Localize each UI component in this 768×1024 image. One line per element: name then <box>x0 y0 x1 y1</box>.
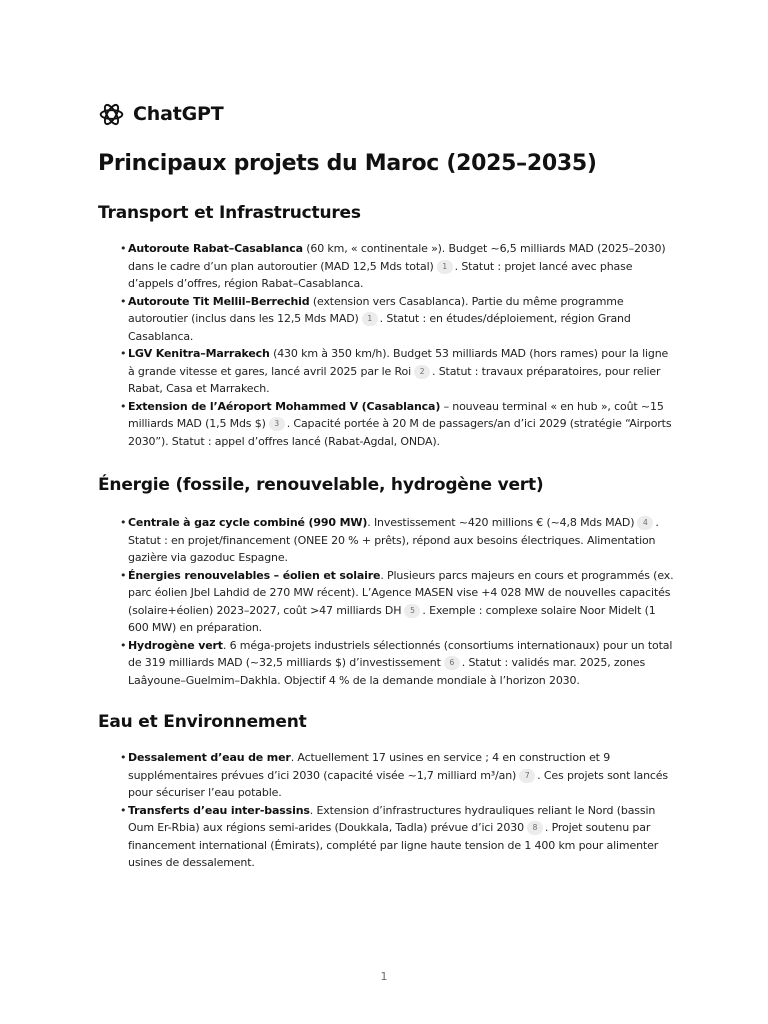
item-label: Centrale à gaz cycle combiné (990 MW) <box>128 516 368 529</box>
list-item <box>128 637 678 690</box>
citation-badge[interactable]: 1 <box>437 260 453 274</box>
item-text: . Plusieurs parcs majeurs en cours et programmés (ex. parc éolien Jbel Lahdid de 270 MW récent). L’Agence MASEN vise +4 028 MW de nouvelles capacités (solaire+éolien) 2023–2027, coût >47 milliards DH <box>128 568 674 617</box>
citation-badge[interactable]: 1 <box>362 312 378 326</box>
item-text: . Extension d’infrastructures hydrauliques reliant le Nord (bassin Oum Er-Rbia) aux régions semi-arides (Doukkala, Tadla) prévue d’ici 2030 <box>128 803 656 834</box>
section-heading-eau: Eau et Environnement <box>98 712 307 732</box>
item-text: . Ces projets sont lancés pour sécuriser l’eau potable. <box>128 768 669 799</box>
item-label: Transferts d’eau inter-bassins <box>128 803 310 817</box>
item-text: . Statut : validés mar. 2025, zones Laâyoune–Guelmim–Dakhla. Objectif 4 % de la demande mondiale à l’horizon 2030. <box>128 656 646 687</box>
item-text: . Actuellement 17 usines en service ; 4 en construction et 9 supplémentaires prévues d’ici 2030 (capacité visée ~1,7 milliard m³/an) <box>128 751 611 782</box>
item-label: LGV Kenitra–Marrakech <box>128 347 270 360</box>
item-label: Autoroute Rabat–Casablanca <box>128 242 303 255</box>
item-label: Hydrogène vert <box>128 638 223 652</box>
section-list-energie <box>98 514 678 689</box>
list-item <box>128 749 678 802</box>
list-item <box>128 567 678 637</box>
item-label: Énergies renouvelables – éolien et solaire <box>128 568 381 582</box>
item-text: . Projet soutenu par financement international (Émirats), complété par ligne haute tension de 1 400 km pour alimenter usines de dessalement. <box>128 821 659 869</box>
item-text: . Statut : projet lancé avec phase d’appels d’offres, région Rabat–Casablanca. <box>128 259 633 290</box>
item-text: – nouveau terminal « en hub », coût ~15 milliards MAD (1,5 Mds $) <box>128 399 664 430</box>
item-label: Dessalement d’eau de mer <box>128 751 291 764</box>
openai-logo-icon <box>98 101 125 128</box>
list-item <box>128 514 678 567</box>
list-item <box>128 398 678 451</box>
document-page <box>98 100 678 872</box>
brand-header <box>98 100 678 128</box>
section-heading-transport: Transport et Infrastructures <box>98 203 361 223</box>
citation-badge[interactable]: 6 <box>444 656 460 670</box>
item-text: . Exemple : complexe solaire Noor Midelt (1 600 MW) en préparation. <box>128 603 656 634</box>
item-text: (extension vers Casablanca). Partie du même programme autoroutier (inclus dans les 12,5 Mds MAD) <box>128 294 624 325</box>
item-text: . Investissement ~420 millions € (~4,8 Mds MAD) <box>367 516 635 529</box>
item-text: . Statut : en études/déploiement, région Grand Casablanca. <box>128 312 631 343</box>
citation-badge[interactable]: 3 <box>269 417 285 431</box>
item-text: (60 km, « continentale »). Budget ~6,5 milliards MAD (2025–2030) dans le cadre d’un plan autoroutier (MAD 12,5 Mds total) <box>128 242 666 273</box>
section-list-eau <box>98 749 678 872</box>
list-item <box>128 240 678 293</box>
item-text: . 6 méga-projets industriels sélectionnés (consortiums internationaux) pour un total de 319 milliards MAD (~32,5 milliards $) d’investissement <box>128 638 673 669</box>
list-item <box>128 345 678 398</box>
section-heading-energie: Énergie (fossile, renouvelable, hydrogène vert) <box>98 475 544 495</box>
item-label: Extension de l’Aéroport Mohammed V (Casablanca) <box>128 399 441 413</box>
page-number: 1 <box>380 970 388 983</box>
citation-badge[interactable]: 4 <box>637 516 653 530</box>
list-item <box>128 293 678 346</box>
list-item <box>128 802 678 872</box>
section-list-transport <box>98 240 678 450</box>
document-title: Principaux projets du Maroc (2025–2035) <box>98 151 597 176</box>
citation-badge[interactable]: 8 <box>527 821 543 835</box>
item-text: (430 km à 350 km/h). Budget 53 milliards MAD (hors rames) pour la ligne à grande vitesse et gares, lancé avril 2025 par le Roi <box>128 347 669 378</box>
citation-badge[interactable]: 2 <box>414 365 430 379</box>
item-text: . Statut : travaux préparatoires, pour relier Rabat, Casa et Marrakech. <box>128 364 661 395</box>
citation-badge[interactable]: 7 <box>519 769 535 783</box>
citation-badge[interactable]: 5 <box>404 604 420 618</box>
item-label: Autoroute Tit Mellil–Berrechid <box>128 294 310 308</box>
brand-name: ChatGPT <box>133 103 224 125</box>
item-text: . Capacité portée à 20 M de passagers/an d’ici 2029 (stratégie “Airports 2030”). Statut : appel d’offres lancé (Rabat-Agdal, ONDA). <box>128 417 672 448</box>
item-text: . Statut : en projet/financement (ONEE 20 % + prêts), répond aux besoins électriques. Alimentation gazière via gazoduc Espagne. <box>128 516 659 564</box>
